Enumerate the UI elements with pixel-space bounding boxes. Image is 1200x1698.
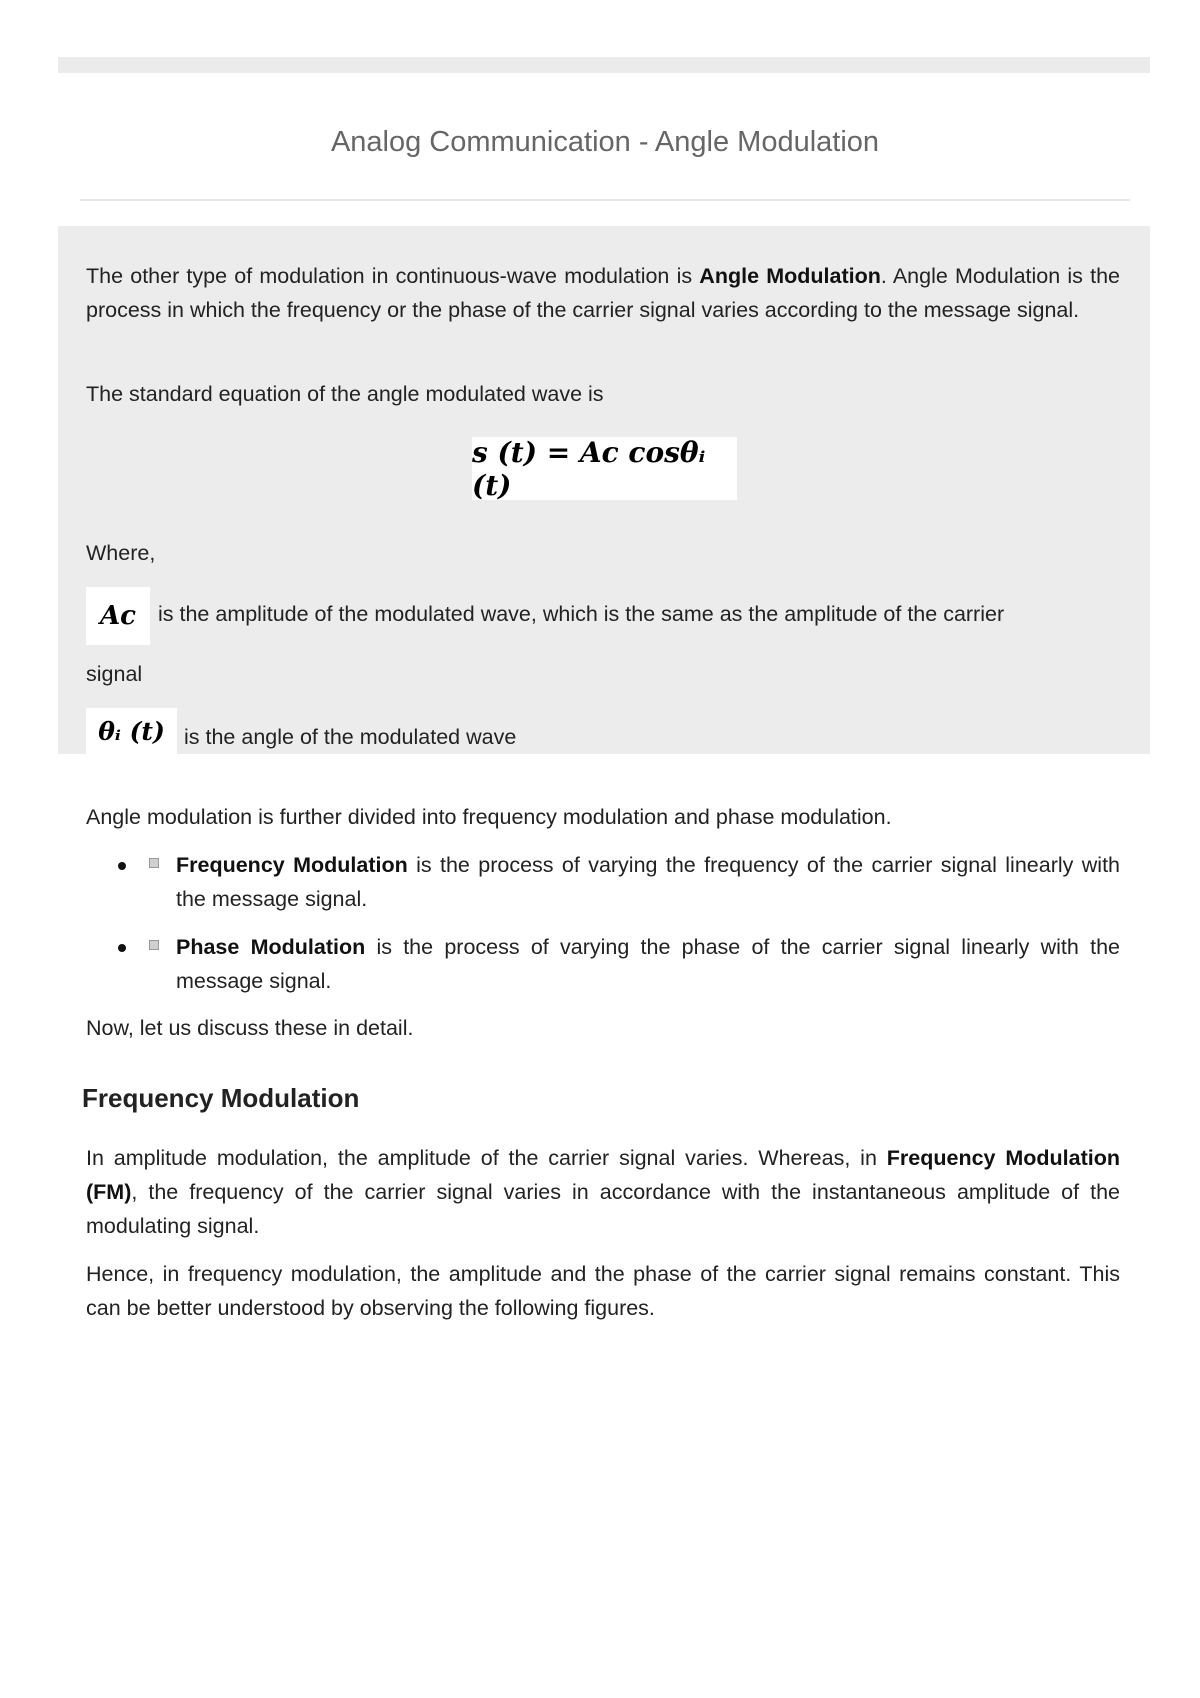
list-item-description: is the process of varying the phase of the carrier signal linearly with the message signal. — [176, 935, 1120, 993]
intro-paragraph — [86, 259, 1120, 327]
fm-text-end: , the frequency of the carrier signal varies in accordance with the instantaneous amplitude of the modulating signal. — [86, 1180, 1120, 1238]
fm-text-start: In amplitude modulation, the amplitude of the carrier signal varies. Whereas, in — [86, 1146, 887, 1170]
equation-intro-text: The standard equation of the angle modulated wave is — [86, 382, 604, 406]
ac-symbol-box — [86, 587, 150, 645]
bullet-square-icon — [149, 858, 159, 868]
intro-text-start: The other type of modulation in continuous-wave modulation is — [86, 264, 700, 288]
fm-definition-paragraph — [86, 1141, 1120, 1243]
angle-modulation-division-text: Angle modulation is further divided into frequency modulation and phase modulation. — [86, 805, 892, 829]
bullet-dot-icon — [118, 862, 126, 870]
list-item-description: is the process of varying the frequency of the carrier signal linearly with the message signal. — [176, 853, 1120, 911]
theta-definition: is the angle of the modulated wave — [184, 725, 517, 749]
fm-term: Frequency Modulation (FM) — [86, 1146, 1120, 1204]
bullet-dot-icon — [118, 944, 126, 952]
angle-modulation-term: Angle Modulation — [699, 264, 881, 288]
frequency-modulation-heading: Frequency Modulation — [82, 1083, 360, 1113]
where-label: Where, — [86, 541, 156, 565]
fm-constant-paragraph: Hence, in frequency modulation, the amplitude and the phase of the carrier signal remains constant. This can be better understood by observing the following figures. — [86, 1262, 1120, 1320]
theta-symbol: θᵢ (t) — [98, 716, 165, 746]
theta-symbol-box — [86, 708, 177, 754]
title-divider — [80, 199, 1130, 201]
equation-text: s (t) = Ac cosθᵢ (t) — [472, 435, 706, 502]
list-item-text — [176, 930, 1120, 998]
ac-definition: is the amplitude of the modulated wave, which is the same as the amplitude of the carrier — [158, 602, 1005, 626]
ac-definition-continued: signal — [86, 662, 143, 686]
page-title: Analog Communication - Angle Modulation — [330, 126, 880, 158]
discussion-intro-text: Now, let us discuss these in detail. — [86, 1016, 414, 1040]
angle-modulated-wave-equation — [472, 437, 737, 500]
list-item-text — [176, 848, 1120, 916]
list-item-term: Frequency Modulation — [176, 853, 408, 877]
page-top-bar — [58, 57, 1150, 73]
ac-symbol: Ac — [99, 601, 136, 631]
list-item-term: Phase Modulation — [176, 935, 366, 959]
bullet-square-icon — [149, 940, 159, 950]
intro-text-end: . Angle Modulation is the process in which the frequency or the phase of the carrier signal varies according to the message signal. — [86, 264, 1120, 322]
